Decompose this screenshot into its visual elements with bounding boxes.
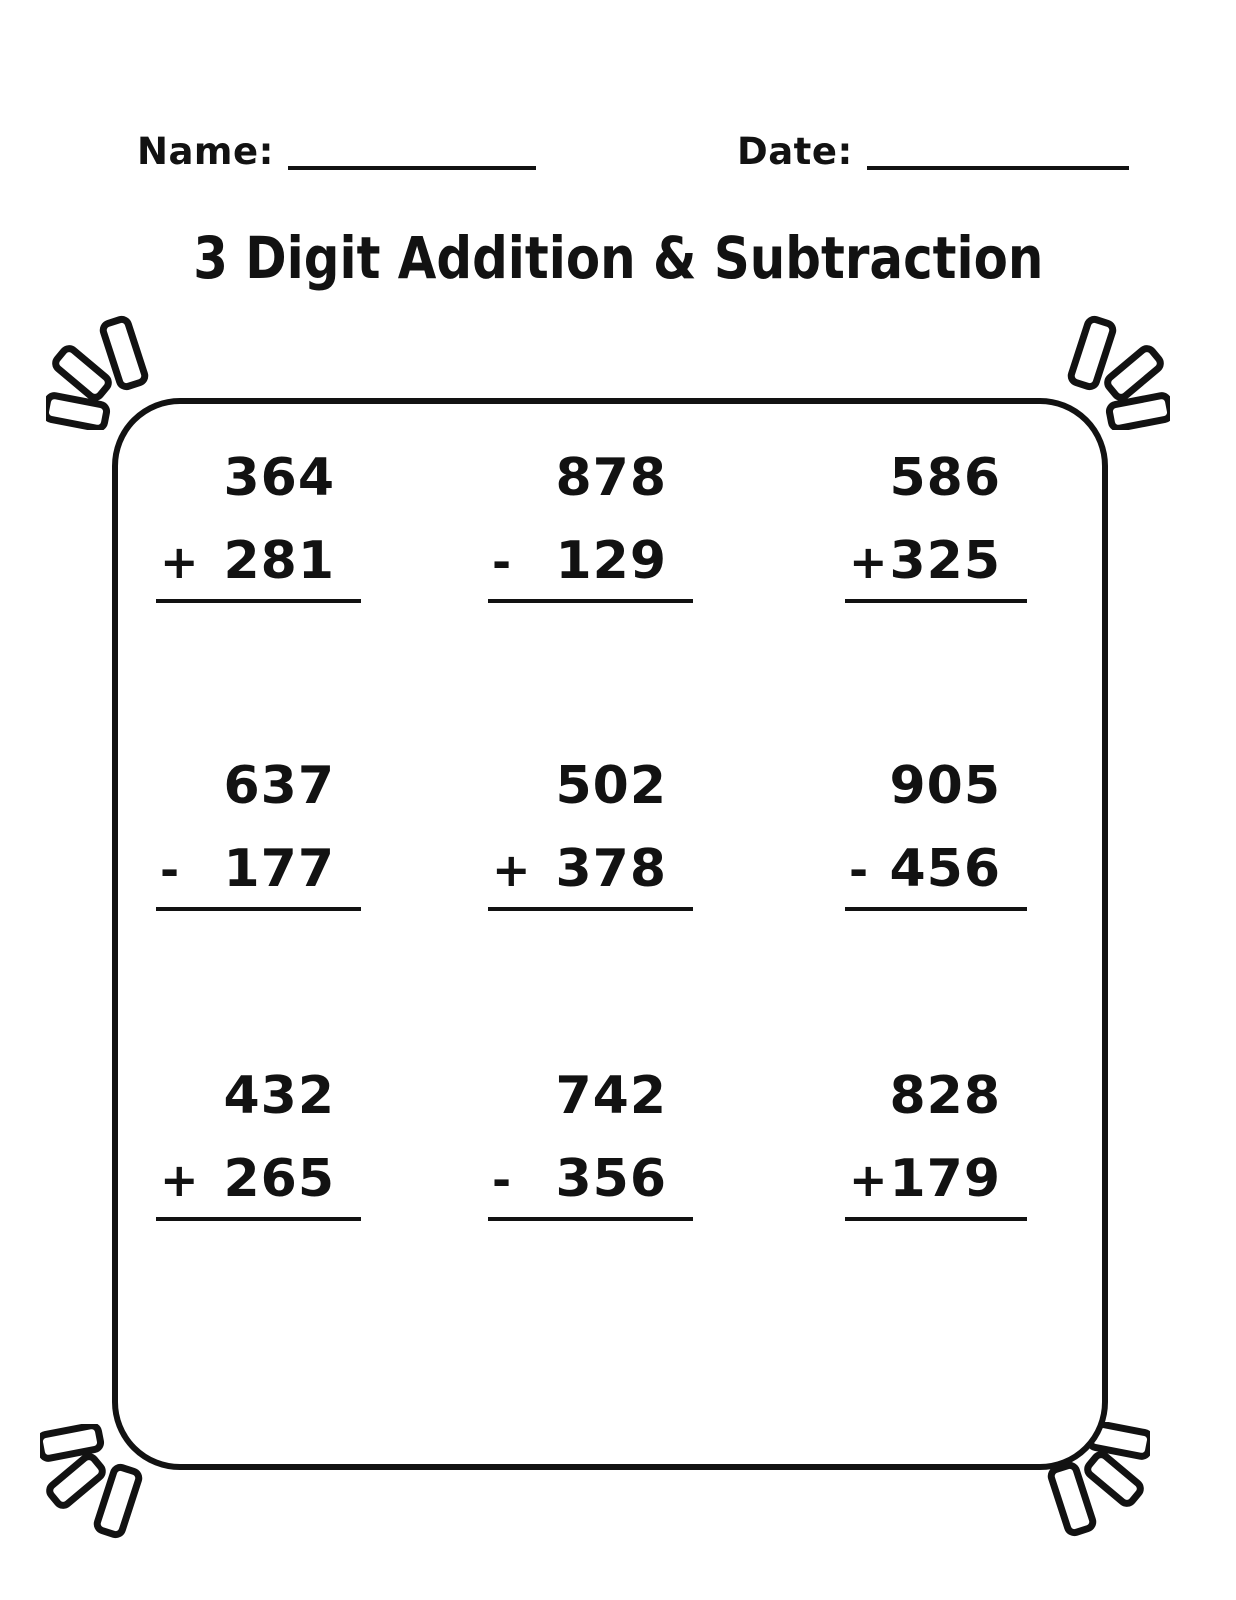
top-operand: 878	[555, 448, 667, 508]
top-operand: 905	[889, 756, 1001, 816]
page-title: 3 Digit Addition & Subtraction	[192, 224, 1044, 292]
bottom-operand: 177	[223, 839, 335, 900]
operator-sign: +	[492, 843, 531, 898]
title-wrap	[0, 224, 1236, 292]
math-problem	[488, 1068, 693, 1221]
operator-sign: +	[849, 1153, 888, 1208]
bottom-operand: 356	[555, 1149, 667, 1210]
top-operand: 828	[889, 1066, 1001, 1126]
name-blank-line	[288, 140, 536, 170]
math-problem	[156, 450, 361, 603]
operator-sign: -	[492, 1153, 512, 1208]
top-operand: 432	[223, 1066, 335, 1126]
date-blank-line	[867, 140, 1129, 170]
bottom-operand: 265	[223, 1149, 335, 1210]
math-problem	[845, 450, 1027, 603]
top-operand: 637	[223, 756, 335, 816]
bottom-operand: 179	[889, 1149, 1001, 1210]
name-field-group	[137, 132, 536, 173]
math-problem	[488, 758, 693, 911]
top-operand: 502	[555, 756, 667, 816]
bottom-operand: 325	[889, 531, 1001, 592]
bottom-operand: 281	[223, 531, 335, 592]
top-operand: 586	[889, 448, 1001, 508]
operator-sign: -	[492, 535, 512, 590]
top-operand: 742	[555, 1066, 667, 1126]
operator-sign: -	[160, 843, 180, 898]
math-problem	[845, 1068, 1027, 1221]
bottom-operand: 129	[555, 531, 667, 592]
bottom-operand: 456	[889, 839, 1001, 900]
name-label: Name:	[137, 130, 274, 173]
math-problem	[845, 758, 1027, 911]
operator-sign: +	[849, 535, 888, 590]
operator-sign: +	[160, 1153, 199, 1208]
date-label: Date:	[737, 130, 853, 173]
operator-sign: -	[849, 843, 869, 898]
math-problem	[488, 450, 693, 603]
date-field-group	[737, 132, 1129, 173]
math-problem	[156, 758, 361, 911]
math-problem	[156, 1068, 361, 1221]
operator-sign: +	[160, 535, 199, 590]
top-operand: 364	[223, 448, 335, 508]
bottom-operand: 378	[555, 839, 667, 900]
